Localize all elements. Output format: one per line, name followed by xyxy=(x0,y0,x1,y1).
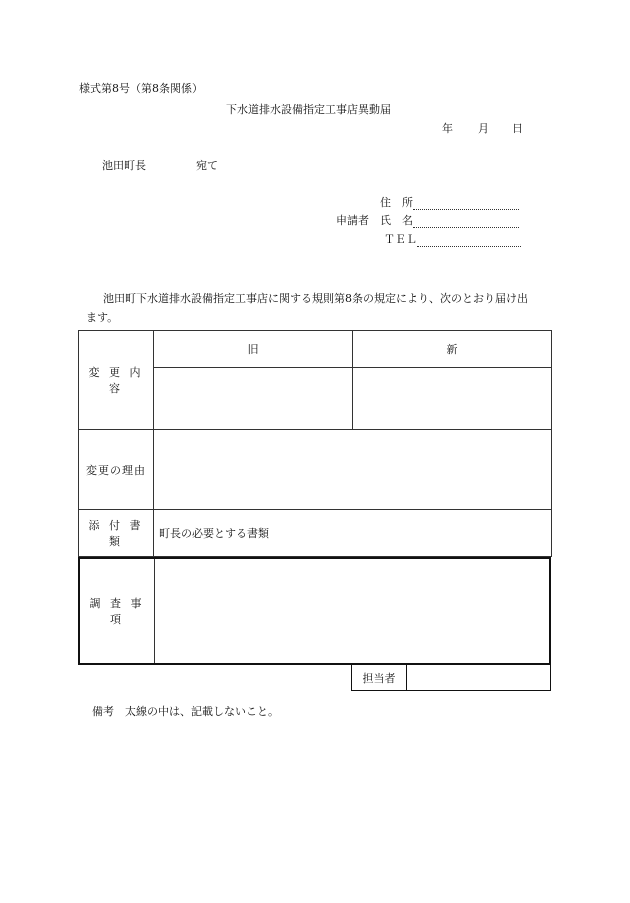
reason-label: 変更の理由 xyxy=(79,430,154,510)
old-content-cell[interactable] xyxy=(154,368,353,430)
address-field[interactable] xyxy=(413,198,519,210)
name-row xyxy=(380,212,519,228)
survey-box xyxy=(78,557,551,665)
person-in-charge-field[interactable] xyxy=(407,665,550,690)
attachments-label: 添 付 書 類 xyxy=(79,510,154,557)
form-number: 様式第8号（第8条関係） xyxy=(79,82,203,95)
date-day: 日 xyxy=(512,122,523,135)
survey-label: 調 査 事 項 xyxy=(80,559,155,663)
name-field[interactable] xyxy=(413,216,519,228)
old-header: 旧 xyxy=(154,331,353,368)
new-content-cell[interactable] xyxy=(353,368,552,430)
person-in-charge-label: 担当者 xyxy=(352,665,407,690)
attachments-value: 町長の必要とする書類 xyxy=(154,510,552,557)
address-row xyxy=(380,194,519,210)
applicant-label: 申請者 xyxy=(336,214,369,227)
change-table xyxy=(78,330,552,557)
tel-row xyxy=(384,231,521,247)
person-in-charge-box xyxy=(351,665,551,691)
tel-field[interactable] xyxy=(417,235,521,247)
body-text-line1: 池田町下水道排水設備指定工事店に関する規則第8条の規定により、次のとおり届け出 xyxy=(103,292,528,305)
date-month: 月 xyxy=(478,122,489,135)
new-header: 新 xyxy=(353,331,552,368)
change-content-label: 変 更 内 容 xyxy=(79,331,154,430)
body-text-line2: ます。 xyxy=(86,311,119,324)
addressee-name: 池田町長 xyxy=(102,159,146,172)
tel-label: ＴＥＬ xyxy=(384,233,417,246)
address-label: 住 所 xyxy=(380,196,413,209)
reason-cell[interactable] xyxy=(154,430,552,510)
document-title: 下水道排水設備指定工事店異動届 xyxy=(226,103,391,116)
addressee-suffix: 宛て xyxy=(196,159,218,172)
note: 備考 太線の中は、記載しないこと。 xyxy=(92,705,279,718)
date-year: 年 xyxy=(442,122,453,135)
name-label: 氏 名 xyxy=(380,214,413,227)
